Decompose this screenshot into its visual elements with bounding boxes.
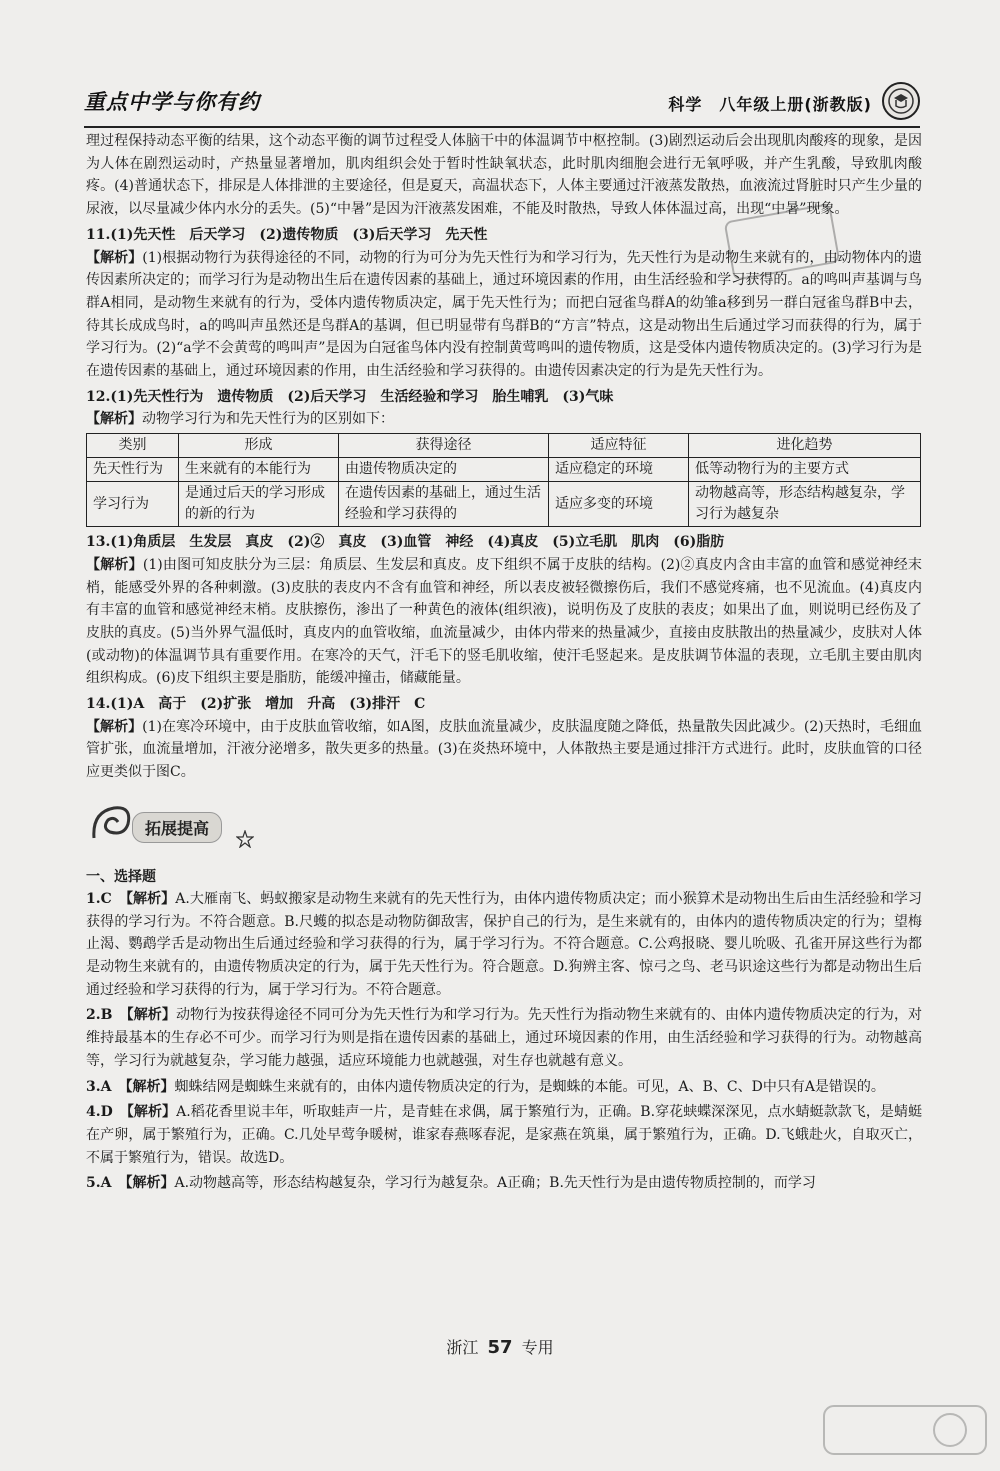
- q13-answer: 13.(1)角质层 生发层 真皮 (2)② 真皮 (3)血管 神经 (4)真皮 (5)立毛肌 肌肉 (6)脂肪: [86, 534, 725, 551]
- table-row: [87, 482, 921, 527]
- analysis-tag: 【解析】: [86, 718, 143, 735]
- star-icon: [236, 830, 254, 848]
- footer-region: 浙江: [446, 1338, 479, 1357]
- behavior-comparison-table: [86, 433, 921, 527]
- table-cell: 适应多变的环境: [549, 482, 689, 527]
- school-emblem-icon: [882, 82, 920, 120]
- q14-answer: 14.(1)A 高于 (2)扩张 增加 升高 (3)排汗 C: [86, 696, 426, 713]
- table-header-cell: 类别: [87, 434, 179, 458]
- q11-answer: 11.(1)先天性 后天学习 (2)遗传物质 (3)后天学习 先天性: [86, 226, 488, 243]
- section-subtitle: 一、选择题: [86, 868, 156, 885]
- table-cell: 先天性行为: [87, 458, 179, 482]
- book-title: 科学 八年级上册(浙教版): [668, 95, 872, 114]
- section-banner: [86, 794, 922, 858]
- page-number: 57: [487, 1337, 513, 1358]
- analysis-tag: 【解析】: [86, 249, 143, 266]
- series-brand: 重点中学与你有约: [84, 90, 260, 114]
- table-cell: 生来就有的本能行为: [179, 458, 339, 482]
- table-cell: 适应稳定的环境: [549, 458, 689, 482]
- mc-item-2: 2.B 【解析】动物行为按获得途径不同可分为先天性行为和学习行为。先天性行为指动物生来就有的、由体内遗传物质决定的行为，对维持最基本的生存必不可少。而学习行为则是指在遗传因素的基础上，通过环境因素的作用，由生活经验和学习获得的行为。动物越高等，学习行为就越复杂，学习能力越强，适应环境能力也就越强，对生存也就越有意义。: [86, 1007, 923, 1069]
- page-header: [84, 82, 920, 128]
- table-cell: 动物越高等，形态结构越复杂，学习行为越复杂: [689, 482, 921, 527]
- intro-paragraph: 理过程保持动态平衡的结果，这个动态平衡的调节过程受人体脑干中的体温调节中枢控制。(3)剧烈运动后会出现肌肉酸疼的现象，是因为人体在剧烈运动时，产热量显著增加，肌肉组织会处于暂时性缺氧状态，此时肌肉细胞会进行无氧呼吸，并产生乳酸，导致肌肉酸疼。(4)普通状态下，排尿是人体排泄的主要途径，但是夏天，高温状态下，人体主要通过汗液蒸发散热，血液流过肾脏时只产生少量的尿液，以尽量减少体内水分的丢失。(5)“中暑”是因为汗液蒸发困难，不能及时散热，导致人体体温过高，出现“中暑”现象。: [86, 133, 922, 218]
- footer-edition: 专用: [521, 1338, 554, 1357]
- mc-item-1: 1.C 【解析】A.大雁南飞、蚂蚁搬家是动物生来就有的先天性行为，由体内遗传物质决定；而小猴算术是动物出生后由生活经验和学习获得的学习行为。不符合题意。B.尺蠖的拟态是动物防御敌害，保护自己的行为，是生来就有的，由体内的遗传物质决定的行为；望梅止渴、鹦鹉学舌是动物出生后通过经验和学习获得的行为，属于学习行为。不符合题意。C.公鸡报晓、婴儿吮吸、孔雀开屏这些行为都是动物生来就有的，由遗传物质决定的行为，属于先天性行为。符合题意。D.狗辨主客、惊弓之鸟、老马识途这些行为都是动物出生后通过经验和学习获得的行为，属于学习行为。不符合题意。: [86, 890, 923, 998]
- q14-analysis: 【解析】(1)在寒冷环境中，由于皮肤血管收缩，如A图，皮肤血流量减少，皮肤温度随之降低，热量散失因此减少。(2)天热时，毛细血管扩张，血流量增加，汗液分泌增多，散失更多的热量。(3)在炎热环境中，人体散热主要是通过排汗方式进行。此时，皮肤血管的口径应更类似于图C。: [86, 718, 922, 781]
- table-header-row: [87, 434, 921, 458]
- table-header-cell: 进化趋势: [689, 434, 921, 458]
- analysis-tag: 【解析】: [86, 411, 142, 428]
- table-cell: 在遗传因素的基础上，通过生活经验和学习获得的: [339, 482, 549, 527]
- table-row: [87, 458, 921, 482]
- analysis-tag: 【解析】: [86, 556, 143, 573]
- q11-analysis: 【解析】(1)根据动物行为获得途径的不同，动物的行为可分为先天性行为和学习行为，先天性行为是动物生来就有的，由动物体内的遗传因素所决定的；而学习行为是动物出生后在遗传因素的基础上，通过环境因素的作用，由生活经验和学习获得的。a的鸣叫声基调与鸟群A相同，是动物生来就有的行为，受体内遗传物质决定，属于先天性行为；而把白冠雀鸟群A的幼雏a移到另一群白冠雀鸟群B中去，待其长成成鸟时，a的鸣叫声虽然还是鸟群A的基调，但已明显带有鸟群B的“方言”特点，这是动物出生后通过学习而获得的行为，属于学习行为。(2)“a学不会黄莺的鸣叫声”是因为白冠雀鸟体内没有控制黄莺鸣叫的遗传物质，这是受体内遗传物质决定的。(3)学习行为是在遗传因素的基础上，通过环境因素的作用，由生活经验和学习获得的。由遗传因素决定的行为是先天性行为。: [86, 249, 923, 380]
- table-cell: 是通过后天的学习形成的新的行为: [179, 482, 339, 527]
- watermark-logo-icon: [820, 1400, 990, 1460]
- table-header-cell: 形成: [179, 434, 339, 458]
- table-header-cell: 适应特征: [549, 434, 689, 458]
- page-footer: [0, 1335, 1000, 1358]
- table-cell: 学习行为: [87, 482, 179, 527]
- table-cell: 低等动物行为的主要方式: [689, 458, 921, 482]
- table-header-cell: 获得途径: [339, 434, 549, 458]
- mc-item-3: 3.A 【解析】蜘蛛结网是蜘蛛生来就有的，由体内遗传物质决定的行为，是蜘蛛的本能。可见，A、B、C、D中只有A是错误的。: [86, 1078, 885, 1095]
- table-cell: 由遗传物质决定的: [339, 458, 549, 482]
- swirl-icon: [88, 798, 138, 848]
- answer-content: [86, 130, 922, 1195]
- q12-analysis: 【解析】动物学习行为和先天性行为的区别如下：: [86, 411, 394, 428]
- mc-item-4: 4.D 【解析】A.稻花香里说丰年，听取蛙声一片，是青蛙在求偶，属于繁殖行为，正确。B.穿花蛱蝶深深见，点水蜻蜓款款飞，是蜻蜓在产卵，属于繁殖行为，正确。C.几处早莺争暖树，谁家春燕啄春泥，是家燕在筑巢，属于繁殖行为，正确。D.飞蛾赴火，自取灭亡，不属于繁殖行为，错误。故选D。: [86, 1104, 923, 1166]
- section-banner-title: 拓展提高: [132, 812, 222, 843]
- mc-item-5: 5.A 【解析】A.动物越高等，形态结构越复杂，学习行为越复杂。A正确；B.先天性行为是由遗传物质控制的，而学习: [86, 1175, 816, 1192]
- q12-answer: 12.(1)先天性行为 遗传物质 (2)后天学习 生活经验和学习 胎生哺乳 (3)气味: [86, 388, 614, 405]
- q13-analysis: 【解析】(1)由图可知皮肤分为三层：角质层、生发层和真皮。皮下组织不属于皮肤的结构。(2)②真皮内含由丰富的血管和感觉神经末梢，能感受外界的各种刺激。(3)皮肤的表皮内不含有血管和神经，所以表皮被轻微擦伤后，我们不感觉疼痛，也不见流血。(4)真皮内有丰富的血管和感觉神经末梢。皮肤擦伤，渗出了一种黄色的液体(组织液)，说明伤及了皮肤的表皮；如果出了血，则说明已经伤及了皮肤的真皮。(5)当外界气温低时，真皮内的血管收缩，血流量减少，由体内带来的热量减少，直接由皮肤散出的热量减少，皮肤对人体(或动物)的体温调节具有重要作用。在寒冷的天气，汗毛下的竖毛肌收缩，使汗毛竖起来。是皮肤调节体温的表现，立毛肌主要由肌肉组织构成。(6)皮下组织主要是脂肪，能缓冲撞击，储藏能量。: [86, 556, 922, 687]
